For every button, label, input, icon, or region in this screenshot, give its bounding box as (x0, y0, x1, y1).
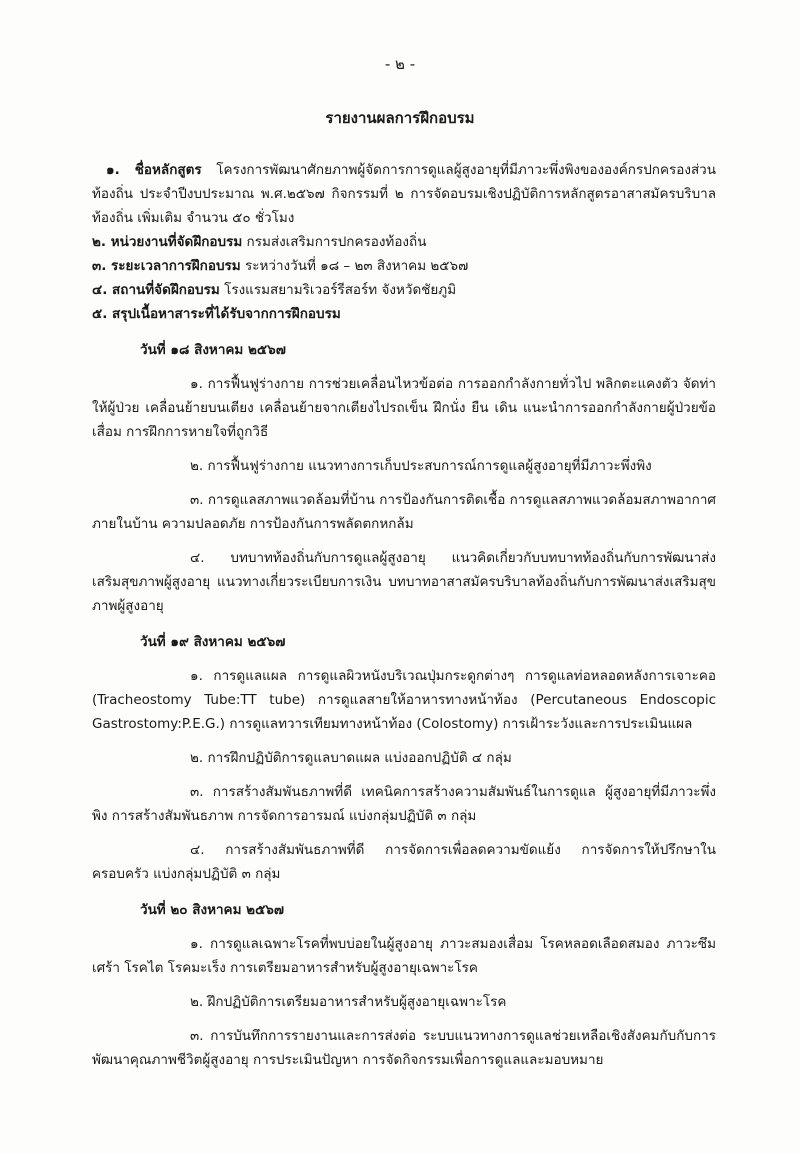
day-item: ๔. การสร้างสัมพันธภาพที่ดี การจัดการเพื่อลดความขัดแย้ง การจัดการให้ปรึกษาในครอบครัว แบ่งกลุ่มปฏิบัติ ๓ กลุ่ม (92, 842, 716, 882)
period-paragraph (92, 254, 716, 278)
period-label: ๓. ระยะเวลาการฝึกอบรม (92, 258, 241, 274)
venue-text: โรงแรมสยามริเวอร์รีสอร์ท จังหวัดชัยภูมิ (224, 282, 457, 298)
day-item: ๓. การดูแลสภาพแวดล้อมที่บ้าน การป้องกันการติดเชื้อ การดูแลสภาพแวดล้อมสภาพอากาศภายในบ้าน ความปลอดภัย การป้องกันการพลัดตกหกล้ม (92, 492, 716, 532)
organizer-paragraph (92, 230, 716, 254)
document-body (92, 158, 716, 1072)
period-text: ระหว่างวันที่ ๑๘ – ๒๓ สิงหาคม ๒๕๖๗ (244, 258, 469, 274)
day-heading: วันที่ ๒๐ สิงหาคม ๒๕๖๗ (140, 902, 285, 918)
venue-paragraph (92, 278, 716, 302)
page-number: - ๒ - (384, 55, 416, 73)
organizer-text: กรมส่งเสริมการปกครองท้องถิ่น (246, 234, 427, 250)
day-heading: วันที่ ๑๘ สิงหาคม ๒๕๖๗ (140, 342, 286, 358)
document-title: รายงานผลการฝึกอบรม (325, 109, 475, 127)
organizer-label: ๒. หน่วยงานที่จัดฝึกอบรม (92, 234, 243, 250)
summary-label: ๕. สรุปเนื้อหาสาระที่ได้รับจากการฝึกอบรม (92, 306, 341, 322)
day-heading: วันที่ ๑๙ สิงหาคม ๒๕๖๗ (140, 634, 286, 650)
day-item: ๓. การสร้างสัมพันธภาพที่ดี เทคนิคการสร้างความสัมพันธ์ในการดูแล ผู้สูงอายุที่มีภาวะพึ่งพิง การสร้างสัมพันธภาพ การจัดการอารมณ์ แบ่งกลุ่มปฏิบัติ ๓ กลุ่ม (92, 784, 716, 824)
day-item: ๓. การบันทึกการรายงานและการส่งต่อ ระบบแนวทางการดูแลช่วยเหลือเชิงสังคมกับกับการพัฒนาคุณภาพชีวิตผู้สูงอายุ การประเมินปัญหา การจัดกิจกรรมเพื่อการดูแลและมอบหมาย (92, 1028, 716, 1068)
venue-label: ๔. สถานที่จัดฝึกอบรม (92, 282, 220, 298)
day-item: ๔. บทบาทท้องถิ่นกับการดูแลผู้สูงอายุ แนวคิดเกี่ยวกับบทบาทท้องถิ่นกับการพัฒนาส่งเสริมสุขภาพผู้สูงอายุ แนวทางเกี่ยวระเบียบการเงิน บทบาทอาสาสมัครบริบาลท้องถิ่นกับการพัฒนาส่งเสริมสุขภาพผู้สูงอายุ (92, 550, 716, 614)
day-item: ๑. การดูแลเฉพาะโรคที่พบบ่อยในผู้สูงอายุ ภาวะสมองเสื่อม โรคหลอดเลือดสมอง ภาวะซึมเศร้า โรคไต โรคมะเร็ง การเตรียมอาหารสำหรับผู้สูงอายุเฉพาะโรค (92, 936, 716, 976)
day-item: ๑. การฟื้นฟูร่างกาย การช่วยเคลื่อนไหวข้อต่อ การออกกำลังกายทั่วไป พลิกตะแคงตัว จัดท่าให้ผู้ป่วย เคลื่อนย้ายบนเตียง เคลื่อนย้ายจากเตียงไปรถเข็น ฝึกนั่ง ยืน เดิน แนะนำการออกกำลังกายผู้ป่วยข้อเสื่อม การฝึกการหายใจที่ถูกวิธี (92, 376, 716, 440)
day-item: ๒. การฝึกปฏิบัติการดูแลบาดแผล แบ่งออกปฏิบัติ ๔ กลุ่ม (190, 750, 512, 766)
day-item: ๒. ฝึกปฏิบัติการเตรียมอาหารสำหรับผู้สูงอายุเฉพาะโรค (190, 994, 507, 1010)
day-item: ๒. การฟื้นฟูร่างกาย แนวทางการเก็บประสบการณ์การดูแลผู้สูงอายุที่มีภาวะพึ่งพิง (190, 458, 652, 474)
day-item: ๑. การดูแลแผล การดูแลผิวหนังบริเวณปุ่มกระดูกต่างๆ การดูแลท่อหลอดหลังการเจาะคอ (Tracheostomy Tube:TT tube) การดูแลสายให้อาหารทางหน้าท้อง (Percutaneous Endoscopic Gastrostomy:P.E.G.) การดูแลทวารเทียมทางหน้าท้อง (Colostomy) การเฝ้าระวังและการประเมินแผล (92, 668, 716, 732)
course-paragraph (92, 158, 716, 230)
course-text: โครงการพัฒนาศักยภาพผู้จัดการการดูแลผู้สูงอายุที่มีภาวะพึ่งพิงขององค์กรปกครองส่วนท้องถิ่น ประจำปีงบประมาณ พ.ศ.๒๕๖๗ กิจกรรมที่ ๒ การจัดอบรมเชิงปฏิบัติการหลักสูตรอาสาสมัครบริบาลท้องถิ่น เพิ่มเติม จำนวน ๕๐ ชั่วโมง (92, 162, 716, 226)
course-label: ๑. ชื่อหลักสูตร (106, 162, 202, 178)
